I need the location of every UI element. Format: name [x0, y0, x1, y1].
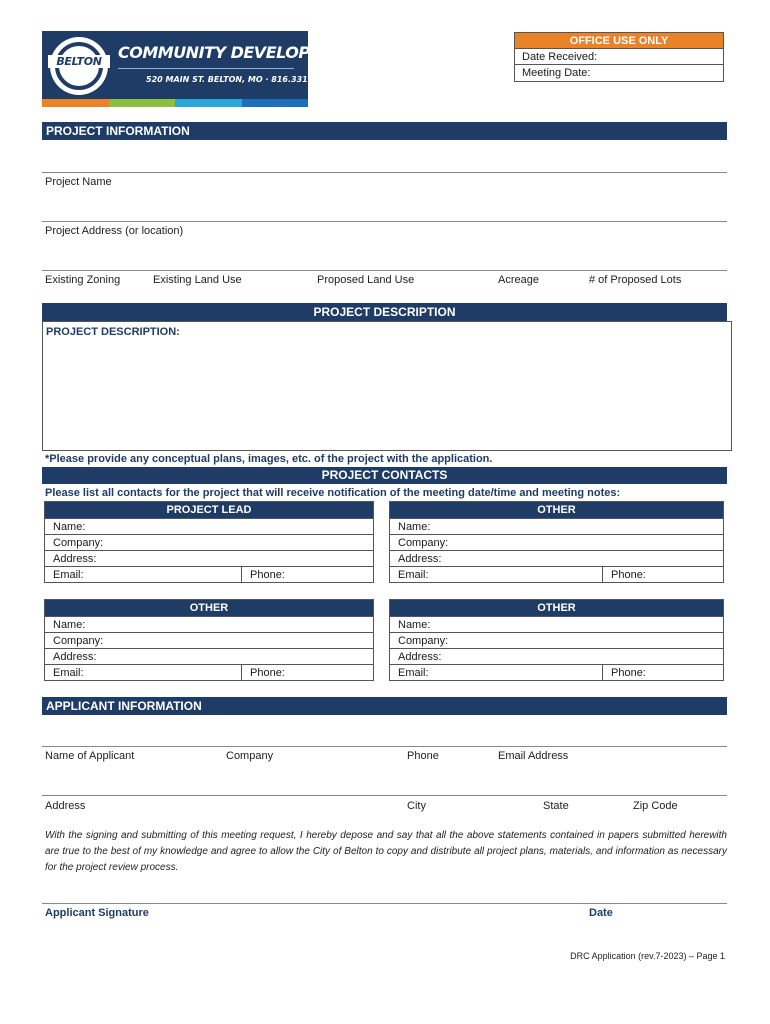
applicant-company-label: Company	[226, 750, 274, 762]
proposed-lots-label: # of Proposed Lots	[589, 274, 682, 286]
logo-divider	[118, 68, 294, 69]
applicant-zip-label: Zip Code	[633, 800, 678, 812]
contact-name-field[interactable]: Name:	[45, 518, 373, 534]
existing-zoning-label: Existing Zoning	[45, 274, 121, 286]
certification-statement: With the signing and submitting of this meeting request, I hereby depose and say that all the above statements contained in papers submitted herewith are true to the best of my knowledge and agree to allow the City of Belton to copy and distribute all project plans, materials, and information as necessary for the project review process.	[45, 830, 727, 873]
project-address-label: Project Address (or location)	[45, 225, 184, 237]
applicant-email-label: Email Address	[498, 750, 569, 762]
contact-email-row	[45, 566, 373, 582]
page-footer: DRC Application (rev.7-2023) – Page 1	[570, 951, 725, 961]
contact-email-field[interactable]: Email:	[53, 569, 84, 581]
project-description-box[interactable]	[42, 321, 732, 451]
logo-address: 520 MAIN ST. BELTON, MO · 816.331.4331	[146, 75, 334, 84]
applicant-phone-label: Phone	[407, 750, 439, 762]
project-name-line[interactable]	[42, 172, 727, 173]
meeting-date-field[interactable]: Meeting Date:	[522, 67, 591, 79]
contact-table-other-2	[44, 599, 374, 681]
contact-address-field[interactable]: Address:	[45, 648, 373, 664]
contact-address-field[interactable]: Address:	[390, 550, 723, 566]
logo-title: COMMUNITY DEVELOPMENT	[118, 43, 359, 62]
project-description-heading: PROJECT DESCRIPTION	[42, 303, 727, 321]
acreage-label: Acreage	[498, 274, 539, 286]
applicant-information-heading: APPLICANT INFORMATION	[42, 697, 727, 715]
contact-company-field[interactable]: Company:	[390, 632, 723, 648]
applicant-signature-label: Applicant Signature	[45, 907, 149, 919]
contact-email-row	[45, 664, 373, 680]
contact-phone-field[interactable]: Phone:	[241, 567, 285, 582]
contact-table-other-3	[389, 599, 724, 681]
logo-color-stripes	[42, 99, 308, 107]
contact-company-field[interactable]: Company:	[45, 632, 373, 648]
project-contacts-heading: PROJECT CONTACTS	[42, 467, 727, 484]
office-use-heading: OFFICE USE ONLY	[515, 33, 723, 49]
contact-company-field[interactable]: Company:	[390, 534, 723, 550]
contact-address-field[interactable]: Address:	[390, 648, 723, 664]
contact-name-field[interactable]: Name:	[390, 616, 723, 632]
contact-email-row	[390, 664, 723, 680]
date-received-field[interactable]: Date Received:	[515, 49, 723, 65]
contacts-instruction: Please list all contacts for the project that will receive notification of the meeting date/time and meeting notes:	[45, 487, 621, 499]
signature-line[interactable]	[42, 903, 727, 904]
applicant-state-label: State	[543, 800, 569, 812]
office-use-box	[514, 32, 724, 82]
contact-email-field[interactable]: Email:	[53, 667, 84, 679]
contact-table-title: OTHER	[45, 600, 373, 616]
contact-email-field[interactable]: Email:	[398, 569, 429, 581]
contact-email-row	[390, 566, 723, 582]
contact-table-title: OTHER	[390, 502, 723, 518]
applicant-name-line[interactable]	[42, 746, 727, 747]
logo-brand-text: BELTON	[48, 55, 110, 68]
conceptual-plans-note: *Please provide any conceptual plans, images, etc. of the project with the application.	[45, 453, 493, 465]
contact-phone-field[interactable]: Phone:	[602, 665, 646, 680]
contact-address-field[interactable]: Address:	[45, 550, 373, 566]
contact-phone-field[interactable]: Phone:	[602, 567, 646, 582]
contact-table-title: PROJECT LEAD	[45, 502, 373, 518]
applicant-address-line[interactable]	[42, 795, 727, 796]
contact-phone-field[interactable]: Phone:	[241, 665, 285, 680]
applicant-city-label: City	[407, 800, 426, 812]
contact-table-title: OTHER	[390, 600, 723, 616]
proposed-land-use-label: Proposed Land Use	[317, 274, 415, 286]
zoning-line[interactable]	[42, 270, 727, 271]
contact-company-field[interactable]: Company:	[45, 534, 373, 550]
contact-table-other-1	[389, 501, 724, 583]
contact-name-field[interactable]: Name:	[45, 616, 373, 632]
project-information-heading: PROJECT INFORMATION	[42, 122, 727, 140]
contact-table-project-lead	[44, 501, 374, 583]
project-description-label: PROJECT DESCRIPTION:	[46, 326, 180, 338]
belton-logo	[42, 31, 359, 107]
signature-date-label: Date	[589, 907, 613, 919]
contact-email-field[interactable]: Email:	[398, 667, 429, 679]
applicant-address-label: Address	[45, 800, 86, 812]
applicant-name-label: Name of Applicant	[45, 750, 135, 762]
project-address-line[interactable]	[42, 221, 727, 222]
contact-name-field[interactable]: Name:	[390, 518, 723, 534]
project-name-label: Project Name	[45, 176, 112, 188]
existing-land-use-label: Existing Land Use	[153, 274, 242, 286]
